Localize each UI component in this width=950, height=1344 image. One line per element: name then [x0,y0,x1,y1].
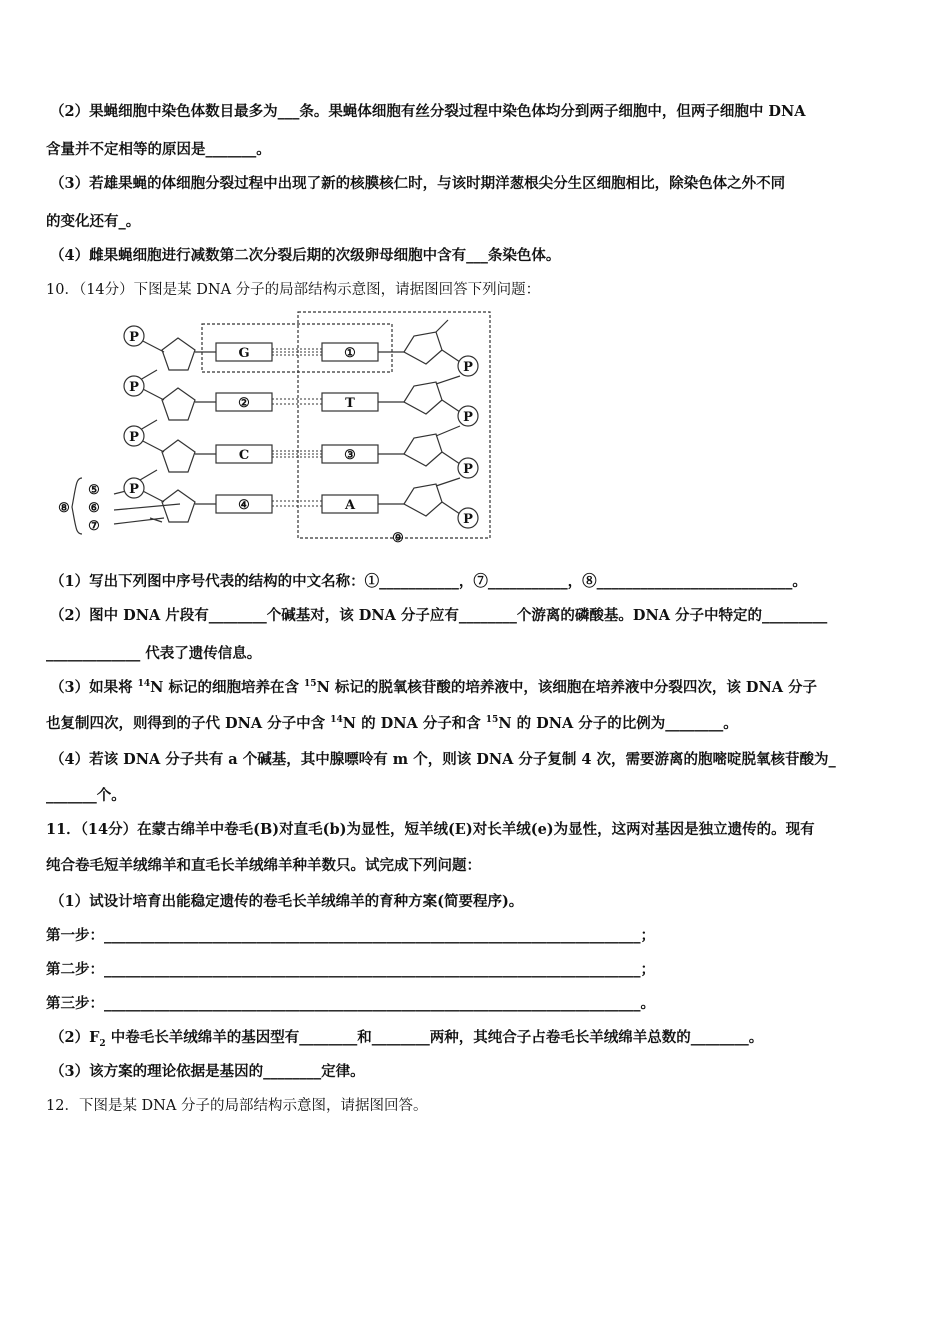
phosphate-label: P [129,380,139,395]
q9-part3-line2: 的变化还有_。 [46,213,141,230]
left-sugar-1 [162,338,195,370]
q11-step3: 第三步：__________________________________________________________________________。 [46,995,655,1012]
q12-header [46,1096,427,1116]
label-7: ⑦ [88,519,100,534]
q11-header-line2: 纯合卷毛短羊绒绵羊和直毛长羊绒绵羊种羊数只。试完成下列问题： [46,857,481,874]
phosphate-label: P [463,512,473,527]
phosphate-label: P [463,410,473,425]
q10-part4-line1: （4）若该 DNA 分子共有 a 个碱基，其中腺嘌呤有 m 个，则该 DNA 分子复制 4 次，需要游离的胞嘧啶脱氧核苷酸为_ [50,751,836,768]
base-label-right-1: ① [344,346,356,361]
text-run: 也复制四次，则得到的子代 DNA 分子中含 [46,715,331,732]
superscript: 14 [330,715,343,726]
q10-part3-line1 [50,678,817,698]
q12-header-text: 12．下图是某 DNA 分子的局部结构示意图，请据图回答。 [46,1098,428,1114]
right-sugar-1 [404,332,442,364]
right-sugar-4 [404,484,442,516]
text-run: N 的 DNA 分子和含 [342,715,486,732]
phosphate-label: P [463,462,473,477]
label-9: ⑨ [392,531,404,544]
superscript: 15 [304,679,317,690]
superscript: 14 [137,679,151,690]
q10-part4-line2: _______个。 [46,787,126,804]
phosphate-label: P [463,360,473,375]
phosphate-label: P [129,430,139,445]
text-run: 中卷毛长羊绒绵羊的基因型有________和________两种，其纯合子占卷毛长羊绒绵羊总数的________。 [105,1029,764,1046]
q11-part3: （3）该方案的理论依据是基因的________定律。 [50,1063,365,1080]
q11-step1: 第一步：__________________________________________________________________________； [46,927,655,944]
bracket-8 [72,478,82,534]
right-sugar-3 [404,434,442,466]
left-sugar-3 [162,440,195,472]
left-sugar-2 [162,388,195,420]
text-run: N 标记的细胞培养在含 [150,679,305,696]
base-label-right-2: T [345,396,355,411]
q11-part1: （1）试设计培育出能稳定遗传的卷毛长羊绒绵羊的育种方案(简要程序)。 [50,893,524,910]
q10-part2-line1: （2）图中 DNA 片段有________个碱基对，该 DNA 分子应有________个游离的磷酸基。DNA 分子中特定的_________ [50,607,828,624]
q9-part2-line2: 含量并不定相等的原因是_______。 [46,141,271,158]
text-run: N 的 DNA 分子的比例为________。 [498,715,738,732]
phosphate-label: P [129,482,139,497]
text-run: N 标记的脱氧核苷酸的培养液中，该细胞在培养液中分裂四次，该 DNA 分子 [316,679,818,696]
dna-structure-diagram [52,308,497,544]
q11-step2: 第二步：__________________________________________________________________________； [46,961,655,978]
q10-header-text: 10．（14分）下图是某 DNA 分子的局部结构示意图，请据图回答下列问题： [46,282,541,298]
text-run: （3）如果将 [50,679,138,696]
label-8: ⑧ [58,501,70,516]
q10-part1: （1）写出下列图中序号代表的结构的中文名称：①___________，⑦___________，⑧___________________________。 [50,573,807,590]
left-sugar-4 [162,490,195,522]
phosphate-label: P [129,330,139,345]
base-label-right-3: ③ [344,448,356,463]
q10-part2-line2: _____________ 代表了遗传信息。 [46,645,262,662]
base-label-left-4: ④ [238,498,250,513]
q9-part4-line: （4）雌果蝇细胞进行减数第二次分裂后期的次级卵母细胞中含有___条染色体。 [50,247,561,264]
base-label-left-2: ② [238,396,250,411]
superscript: 15 [485,715,499,726]
dotted-box-top [202,324,392,372]
subscript: 2 [99,1038,106,1049]
base-label-left-3: C [238,448,250,463]
base-label-left-1: G [238,346,250,361]
q9-part3-line1: （3）若雄果蝇的体细胞分裂过程中出现了新的核膜核仁时，与该时期洋葱根尖分生区细胞相比，除染色体之外不同 [50,175,786,192]
text-run: （2）F [50,1029,100,1046]
q10-part3-line2 [46,714,738,734]
q11-part2 [50,1028,763,1048]
label-5: ⑤ [88,483,100,498]
label-6: ⑥ [88,501,100,516]
q9-part2-line1: （2）果蝇细胞中染色体数目最多为___条。果蝇体细胞有丝分裂过程中染色体均分到两子细胞中，但两子细胞中 DNA [50,103,806,120]
right-sugar-2 [404,382,442,414]
base-label-right-4: A [344,498,356,513]
q10-header [46,280,540,300]
q11-header-line1: 11．（14分）在蒙古绵羊中卷毛(B)对直毛(b)为显性，短羊绒(E)对长羊绒(e)为显性，这两对基因是独立遗传的。现有 [46,821,815,838]
